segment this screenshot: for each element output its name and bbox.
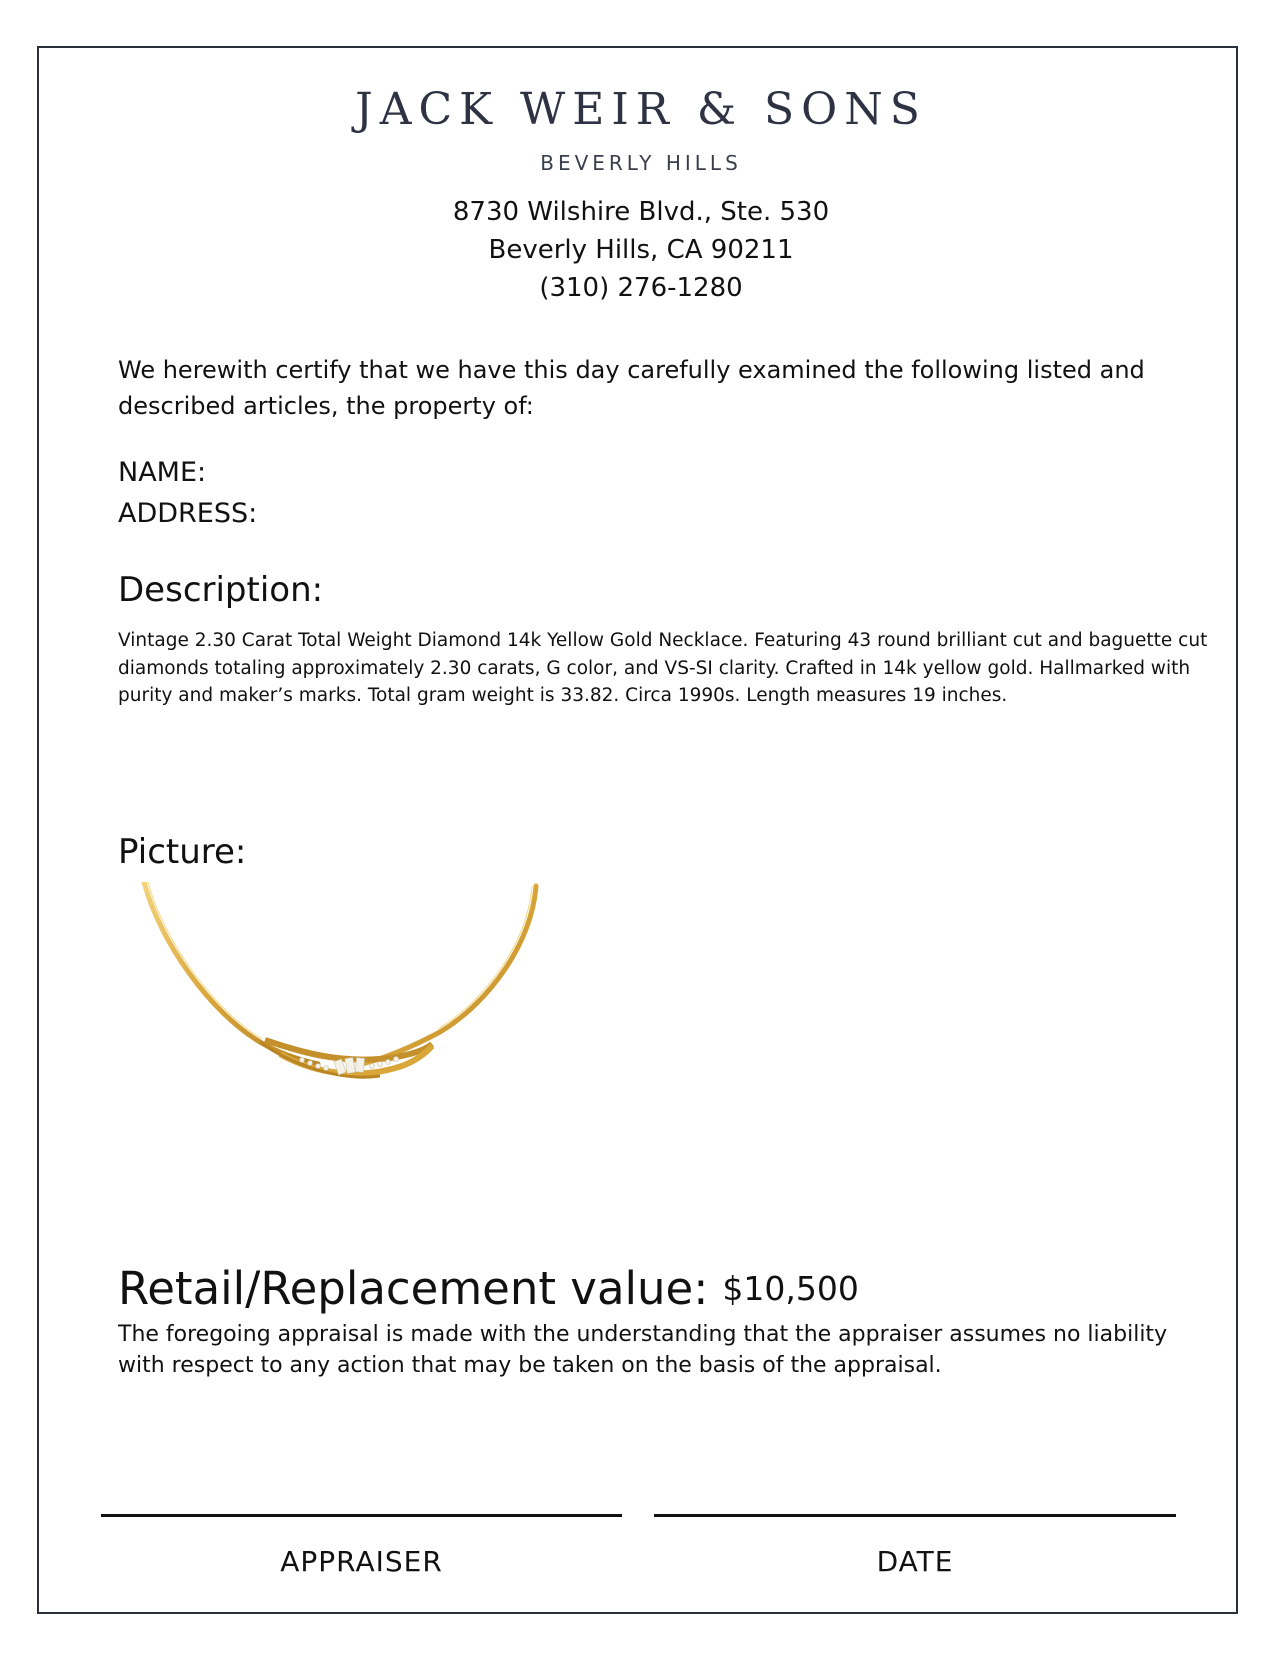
retail-value-row [118,1262,859,1315]
description-heading: Description: [118,570,324,610]
certification-statement: We herewith certify that we have this day carefully examined the following listed and described articles, the property of: [118,356,1145,420]
business-address [0,193,1282,307]
appraisal-disclaimer: The foregoing appraisal is made with the understanding that the appraiser assumes no liability with respect to any action that may be taken on the basis of the appraisal. [118,1322,1168,1378]
date-label: DATE [876,1545,954,1578]
address-line-phone: (310) 276-1280 [539,273,743,303]
appraiser-signature-line [101,1514,622,1517]
address-line-city: Beverly Hills, CA 90211 [488,235,794,265]
address-label: ADDRESS: [118,498,258,529]
appraiser-label: APPRAISER [280,1545,443,1578]
necklace-image [140,882,540,1112]
address-line-street: 8730 Wilshire Blvd., Ste. 530 [452,197,830,227]
brand-name: JACK WEIR & SONS [355,84,927,135]
retail-value-amount: $10,500 [722,1269,859,1308]
description-text: Vintage 2.30 Carat Total Weight Diamond 14k Yellow Gold Necklace. Featuring 43 round brilliant cut and baguette cut diamonds totaling approximately 2.30 carats, G color, and VS-SI clarity. Crafted in 14k yellow gold. Hallmarked with purity and maker’s marks. Total gram weight is 33.82. Circa 1990s. Length measures 19 inches. [118,630,1208,706]
brand-location: BEVERLY HILLS [540,151,742,175]
date-signature-line [654,1514,1176,1517]
retail-value-label: Retail/Replacement value: [118,1262,709,1315]
name-label: NAME: [118,457,207,488]
picture-heading: Picture: [118,832,247,872]
